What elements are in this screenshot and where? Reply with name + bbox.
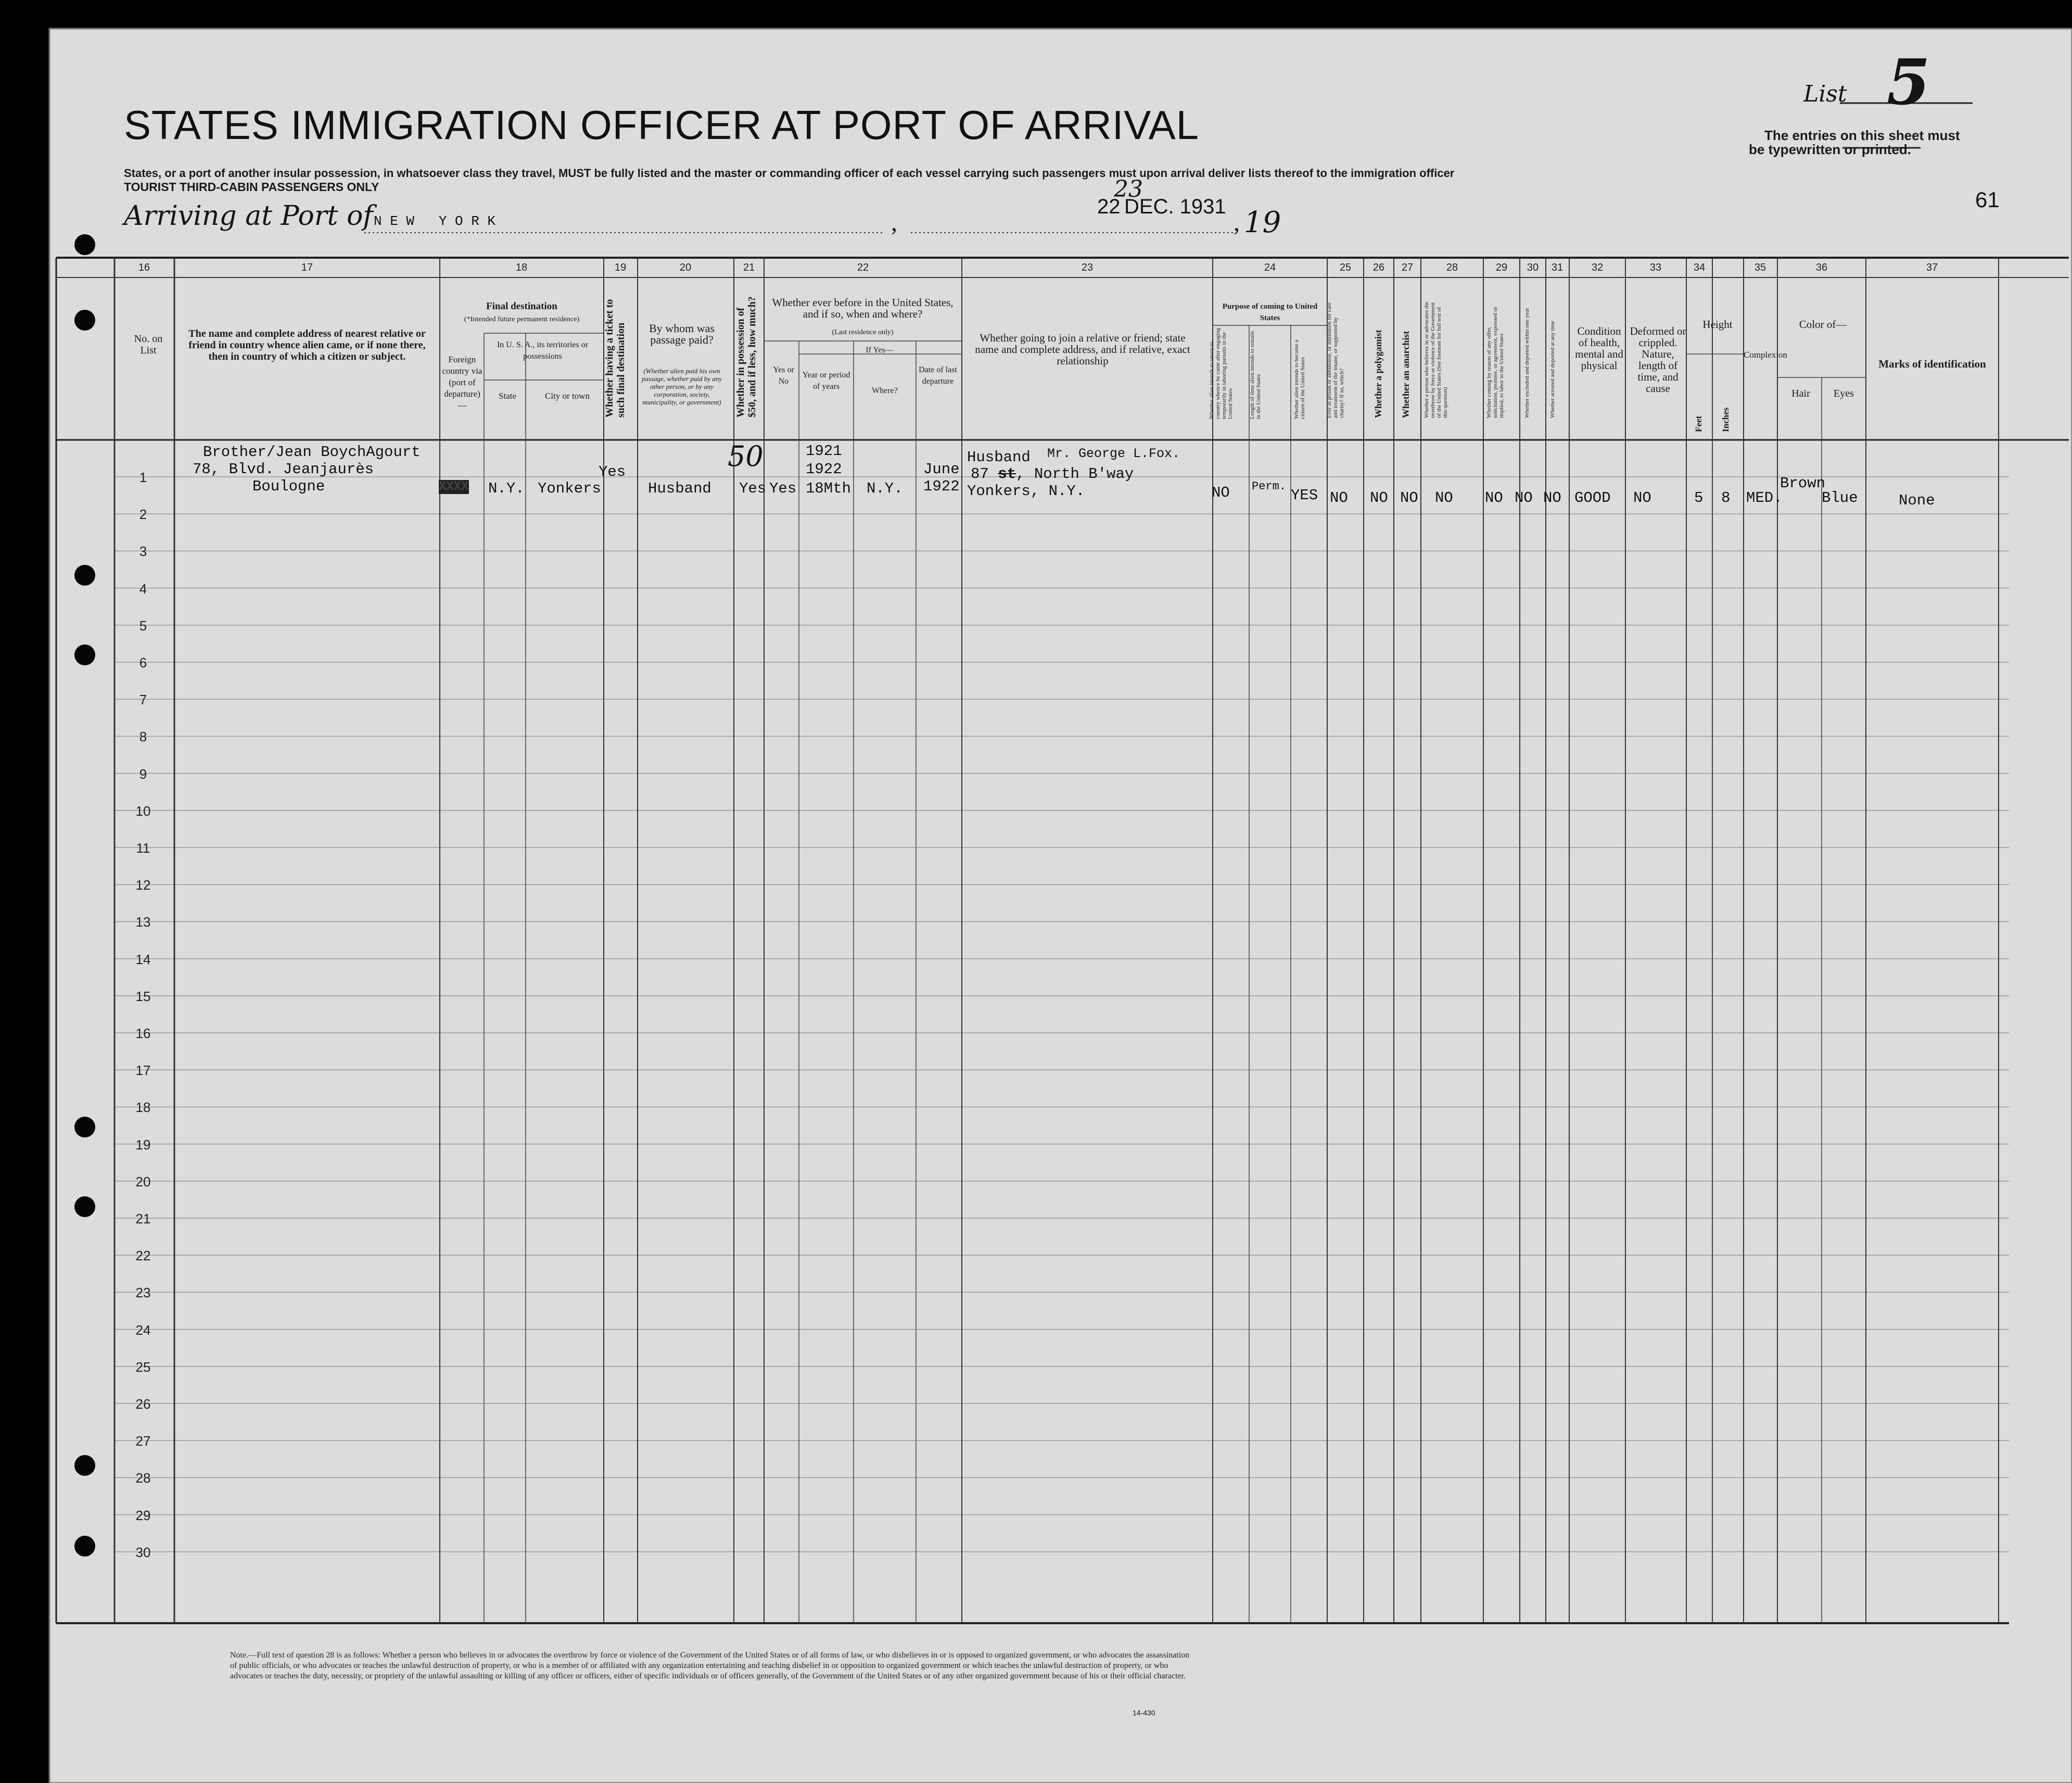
foreign-country-struck: XXXX <box>439 480 469 494</box>
years-line-1: 1921 <box>806 442 842 460</box>
list-label: List <box>1803 81 1847 107</box>
col34-inches: Inches <box>1721 407 1731 432</box>
paper <box>49 29 2072 1783</box>
years-line-2: 1922 <box>806 461 842 478</box>
column-number: 35 <box>1754 262 1766 273</box>
row-number: 8 <box>139 729 147 745</box>
column-number: 24 <box>1264 262 1276 273</box>
column-number: 28 <box>1446 262 1458 273</box>
col18-note: (*Intended future permanent residence) <box>464 315 580 323</box>
col22-date: Date of last departure <box>919 365 957 386</box>
length-of-stay: Perm. <box>1252 480 1287 493</box>
punch-hole <box>74 644 95 665</box>
col31-header: Whether arrested and deported at any time <box>1549 321 1556 418</box>
row-number: 27 <box>135 1433 151 1449</box>
row-number: 15 <box>135 988 151 1004</box>
row-number: 23 <box>135 1285 151 1301</box>
col17-header: The name and complete address of nearest relative or friend in country whence alien came, or if none there, then in country of which a citizen or subject. <box>188 328 426 362</box>
column-number: 22 <box>857 262 869 273</box>
column-number: 19 <box>614 262 627 273</box>
column-number: 20 <box>679 262 692 273</box>
col25-header: Ever in prison or almshouse, or institution for care and treatment of the insane, or supported by charity? If so, which? <box>1326 302 1345 418</box>
column-number: 31 <box>1551 262 1563 273</box>
date-stamp: DEC. 1931 <box>1124 195 1226 218</box>
row-number: 12 <box>135 877 151 893</box>
form-number: 14-430 <box>1133 1709 1155 1717</box>
col18-usa: In U. S. A., its territories or possessions <box>497 340 589 361</box>
entries-note-1: The entries on this sheet must <box>1764 128 1960 143</box>
col24-header: Purpose of coming to United States <box>1222 302 1318 322</box>
row-number: 22 <box>135 1248 151 1264</box>
column-number: 16 <box>138 262 150 273</box>
departure-year: 1922 <box>923 478 960 495</box>
footnote-question-28: Note.—Full text of question 28 is as follows: Whether a person who believes in or advocates the overthrow by force or violence of the Government of the United States or of all forms of law, or who disbelieves in or is opposed to organized government, or who advocates the assassination of public officials, or who advocates or teaches the unlawful destruction of property, or who is a member of or affiliated with any organization entertaining and teaching disbelief in or opposition to organized government or which teaches the unlawful destruction of property, or who advocates or teaches the duty, necessity, or propriety of the unlawful assaulting or killing of any officer or officers, either of specific individuals or of officers generally, of the Government of the United States or of any other organized government because of his or their official character. <box>230 1651 1190 1680</box>
row-number: 17 <box>135 1063 151 1079</box>
row-number: 29 <box>135 1507 151 1523</box>
hair-color: Brown <box>1780 475 1826 492</box>
join-address-street: , North B'way <box>1016 465 1134 483</box>
row-number: 14 <box>135 951 151 967</box>
row-number: 3 <box>139 543 147 560</box>
col22-ifyes: If Yes— <box>866 346 894 355</box>
subtitle-line: States, or a port of another insular possession, in whatsoever class they travel, MUST be fully listed and the master or commanding officer of each vessel carrying such passengers must upon arrival deliver lists thereof to the immigration officer <box>124 167 1455 180</box>
row-number: 20 <box>135 1173 151 1190</box>
join-address-number-text: 87 <box>971 465 998 483</box>
column-number: 36 <box>1815 262 1828 273</box>
column-number: 29 <box>1495 262 1508 273</box>
col18-header: Final destination <box>486 301 557 312</box>
row-number: 2 <box>139 507 147 523</box>
row-number: 26 <box>135 1396 151 1412</box>
col18-foreign: Foreign country via (port of departure)— <box>442 355 482 410</box>
col28-header: Whether a person who believes in or advocates the overthrow by force or violence of the Government of the United States (See footnote for full text of this question) <box>1423 301 1448 418</box>
row-number: 21 <box>135 1211 151 1226</box>
punch-hole <box>74 234 95 255</box>
row-number: 25 <box>135 1359 151 1375</box>
col34-feet: Feet <box>1694 415 1704 432</box>
column-number: 26 <box>1372 262 1385 273</box>
col26-header: Whether a polygamist <box>1373 330 1383 418</box>
port-name: N E W Y O R K <box>374 213 496 229</box>
complexion: MED. <box>1746 489 1783 507</box>
col22-where: Where? <box>872 386 898 395</box>
join-address-number <box>971 465 1134 483</box>
col30-header: Whether excluded and deported within one year <box>1524 308 1530 418</box>
punch-hole <box>74 1536 95 1557</box>
polygamist-answer: NO <box>1370 489 1388 507</box>
col23-header: Whether going to join a relative or friend; state name and complete address, and if relative, exact relationship <box>975 332 1190 367</box>
col18-state: State <box>499 391 516 401</box>
comma-after-date: , <box>1234 209 1240 236</box>
col37-header: Marks of identification <box>1878 358 1986 370</box>
column-number: 30 <box>1527 262 1539 273</box>
prison-answer: NO <box>1330 489 1348 507</box>
eye-color: Blue <box>1822 489 1858 507</box>
date-stamp-day: 22 <box>1097 195 1121 218</box>
column-number: 25 <box>1339 262 1352 273</box>
col20-header: By whom was passage paid? <box>649 322 715 346</box>
citizen-intent: YES <box>1291 487 1318 504</box>
entries-note-2: be typewritten or printed. <box>1749 142 1912 157</box>
col29-header: Whether coming by reason of any offer, solicitation, promise, or agreement, expressed or implied, to labor in the United States <box>1486 307 1505 418</box>
column-number: 21 <box>743 262 755 273</box>
money-hand-amount: 50 <box>728 440 764 473</box>
destination-state: N.Y. <box>488 480 525 497</box>
join-city: Yonkers, N.Y. <box>967 483 1085 500</box>
col36-eyes: Eyes <box>1834 388 1854 399</box>
row-number: 10 <box>135 803 151 819</box>
row-number: 24 <box>135 1322 151 1338</box>
row-number: 9 <box>139 766 147 782</box>
row-number: 30 <box>135 1544 151 1560</box>
col24b-header: Length of time alien intends to remain in the United States <box>1249 331 1262 419</box>
relative-line-1: Brother/Jean BoychAgourt <box>203 444 421 461</box>
year-prefix: 19 <box>1244 206 1281 239</box>
row-number: 1 <box>139 470 147 485</box>
departure-month: June <box>923 461 960 478</box>
date-hand-correction: 23 <box>1114 176 1143 203</box>
q30-answer: NO <box>1515 489 1533 507</box>
page-title: STATES IMMIGRATION OFFICER AT PORT OF ARRIVAL <box>124 102 1200 148</box>
col34-header: Height <box>1702 318 1733 331</box>
class-line: TOURIST THIRD-CABIN PASSENGERS ONLY <box>124 180 379 194</box>
col20-note: (Whether alien paid his own passage, whether paid by any other person, or by any corporation, society, municipality, or government) <box>641 367 722 406</box>
q31-answer: NO <box>1543 489 1561 507</box>
col32-header: Condition of health, mental and physical <box>1575 325 1623 372</box>
years-line-3: 18Mth <box>806 480 851 497</box>
relative-line-2: 78, Blvd. Jeanjaurès <box>193 461 374 478</box>
q28-answer: NO <box>1435 489 1453 507</box>
row-number: 7 <box>139 692 147 708</box>
col19-header: Whether having a ticket to such final destination <box>604 299 627 418</box>
health-answer: GOOD <box>1574 489 1611 507</box>
money-answer: Yes <box>739 480 767 497</box>
list-number: 5 <box>1887 46 1930 119</box>
join-name: Mr. George L.Fox. <box>1047 446 1180 461</box>
row-number: 16 <box>135 1026 151 1041</box>
row-number: 5 <box>139 617 147 634</box>
column-number: 23 <box>1081 262 1094 273</box>
punch-hole <box>74 1455 95 1476</box>
row-number: 13 <box>135 914 151 930</box>
row-number: 11 <box>136 840 150 856</box>
arriving-label: Arriving at Port of <box>124 200 373 232</box>
col27-header: Whether an anarchist <box>1401 331 1411 418</box>
col18-city: City or town <box>545 391 590 401</box>
deformed-answer: NO <box>1633 489 1651 507</box>
row-number: 19 <box>135 1136 151 1153</box>
punch-hole <box>74 1196 95 1217</box>
destination-city: Yonkers <box>538 480 601 497</box>
height-inches: 8 <box>1721 489 1731 507</box>
ticket-answer: Yes <box>599 463 626 480</box>
col36-hair: Hair <box>1791 388 1810 399</box>
col33-header: Deformed or crippled. Nature, length of time, and cause <box>1630 325 1686 395</box>
col21-header: Whether in possession of $50, and if less, how much? <box>735 296 758 418</box>
return-intent: NO <box>1212 484 1230 501</box>
row-number: 28 <box>135 1470 151 1486</box>
previous-residence: N.Y. <box>867 480 903 497</box>
col22-years: Year or period of years <box>802 371 850 391</box>
q29-answer: NO <box>1485 489 1503 507</box>
col24c-header: Whether alien intends to become a citizen of the United States <box>1293 339 1306 419</box>
column-number: 37 <box>1926 262 1938 273</box>
before-in-us: Yes <box>769 480 797 497</box>
row-number: 18 <box>135 1099 151 1116</box>
col24a-header: Whether alien intends to return to country whence he came after engaging temporarily in laboring pursuits in the United States <box>1209 328 1234 419</box>
relative-line-3: Boulogne <box>252 478 325 495</box>
comma-after-port: , <box>891 209 897 236</box>
column-number: 32 <box>1591 262 1604 273</box>
join-address-struck: st <box>998 465 1016 483</box>
page-number: 61 <box>1975 187 2000 212</box>
join-relation: Husband <box>967 449 1031 466</box>
col22-yesno: Yes or No <box>773 365 794 386</box>
punch-hole <box>74 565 95 586</box>
col35-header: Complexion <box>1744 350 1788 360</box>
col16-header: No. on List <box>134 333 163 356</box>
identification-marks: None <box>1899 492 1935 509</box>
punch-hole <box>74 310 95 331</box>
row-number: 4 <box>139 580 147 597</box>
row-number: 6 <box>139 655 147 671</box>
height-feet: 5 <box>1694 489 1704 507</box>
punch-hole <box>74 1117 95 1137</box>
anarchist-answer: NO <box>1400 489 1418 507</box>
column-number: 18 <box>515 262 528 273</box>
passage-paid-by: Husband <box>648 480 711 497</box>
col22-header: Whether ever before in the United States, and if so, when and where? <box>772 296 954 320</box>
column-number: 33 <box>1649 262 1662 273</box>
column-number: 34 <box>1693 262 1706 273</box>
column-number: 27 <box>1401 262 1414 273</box>
column-number: 17 <box>301 262 313 273</box>
col22-note: (Last residence only) <box>832 328 894 336</box>
col36-header: Color of— <box>1799 318 1847 331</box>
